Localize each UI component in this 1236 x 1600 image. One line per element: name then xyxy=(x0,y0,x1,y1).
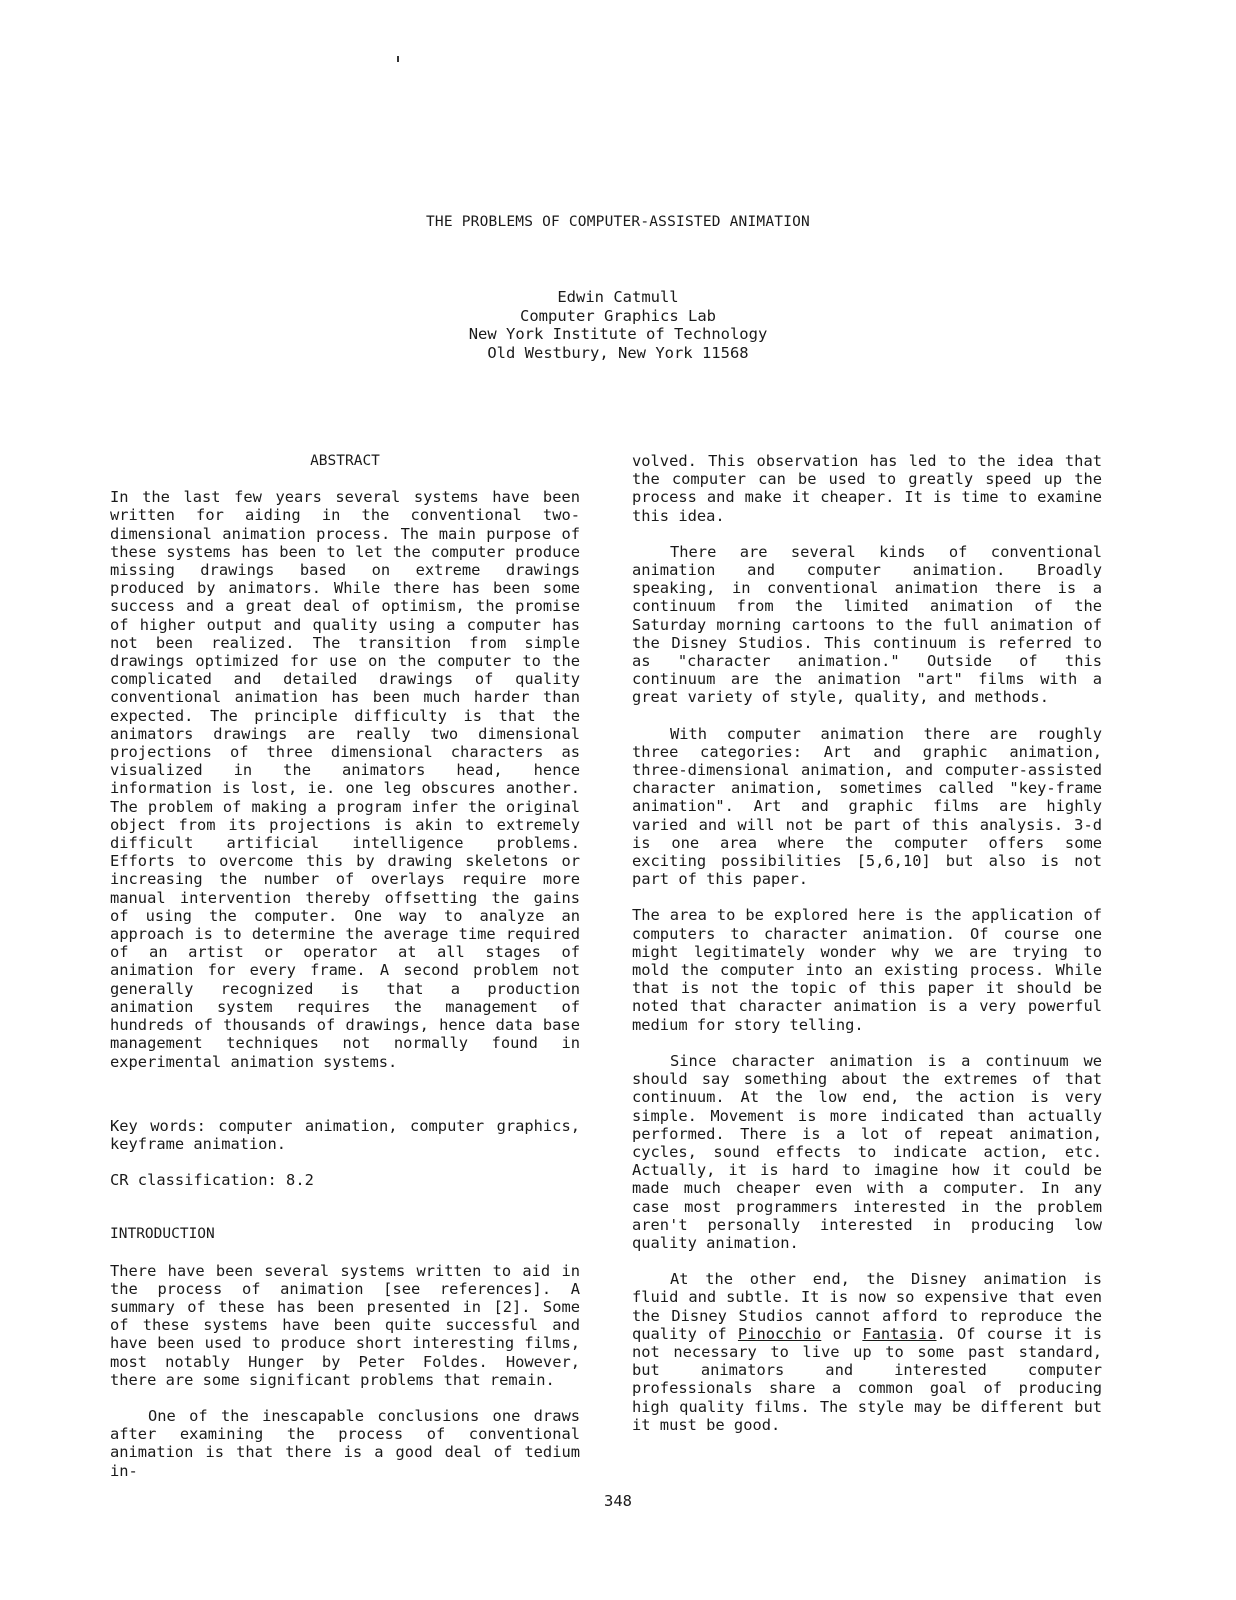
intro-paragraph-3: There are several kinds of conventional animation and computer animation. Broadly speaking, in conventional animation there is a continuum from the limited animation of the Saturday morning cartoons to the full animation of the Disney Studios. This continuum is referred to as "character animation." Outside of this continuum are the animation "art" films with a great variety of style, quality, and methods. xyxy=(632,542,1102,707)
intro-paragraph-1: There have been several systems written to aid in the process of animation [see references]. A summary of these has been presented in [2]. Some of these systems have been quite successful and have been used to produce short interesting films, most notably Hunger by Peter Foldes. However, there are some significant problems that remain. xyxy=(110,1261,580,1389)
author-address: Old Westbury, New York 11568 xyxy=(487,343,749,362)
film-title-pinocchio: Pinocchio xyxy=(737,1324,822,1343)
intro-paragraph-5: The area to be explored here is the application of computers to character animation. Of course one might legitimately wonder why we are trying to mold the computer into an existing process. While that is not the topic of this paper it should be noted that character animation is a very powerful medium for story telling. xyxy=(632,906,1102,1034)
intro-paragraph-4: With computer animation there are roughly three categories: Art and graphic animation, three-dimensional animation, and computer-assisted character animation, sometimes called "key-frame animation". Art and graphic films are highly varied and will not be part of this analysis. 3-d is one area where the computer offers some exciting possibilities [5,6,10] but also is not part of this paper. xyxy=(632,724,1102,889)
intro-paragraph-6: Since character animation is a continuum we should say something about the extremes of that continuum. At the low end, the action is very simple. Movement is more indicated than actually performed. There is a lot of repeat animation, cycles, sound effects to indicate action, etc. Actually, it is hard to imagine how it could be made much cheaper even with a computer. In any case most programmers interested in the problem aren't personally interested in producing low quality animation. xyxy=(632,1051,1102,1252)
author-name: Edwin Catmull xyxy=(557,288,679,306)
para7-or: or xyxy=(821,1324,863,1343)
author-block xyxy=(0,288,1236,362)
author-institute: New York Institute of Technology xyxy=(468,325,768,343)
page-number: 348 xyxy=(604,1492,632,1510)
keywords: Key words: computer animation, computer graphics, keyframe animation. xyxy=(110,1116,580,1153)
introduction-heading: INTRODUCTION xyxy=(110,1226,215,1243)
author-lab: Computer Graphics Lab xyxy=(520,306,716,325)
para7-text-b: . Of course it is not necessary to live up to some past standard, but animators and interested computer professionals share a common goal of producing high quality films. The style may be different but it must be good. xyxy=(632,1324,1102,1434)
right-column xyxy=(632,452,1102,1434)
intro-paragraph-7 xyxy=(632,1270,1102,1434)
abstract-heading: ABSTRACT xyxy=(310,453,380,469)
para7-text-a: At the other end, the Disney animation is fluid and subtle. It is now so expensive that even the Disney Studios cannot afford to reproduce the quality of xyxy=(632,1270,1102,1343)
film-title-fantasia: Fantasia xyxy=(862,1324,937,1343)
intro-paragraph-2-start: One of the inescapable conclusions one draws after examining the process of conventional animation is that there is a good deal of tedium in- xyxy=(110,1406,580,1480)
intro-paragraph-2-end: volved. This observation has led to the idea that the computer can be used to greatly speed up the process and make it cheaper. It is time to examine this idea. xyxy=(632,452,1102,525)
stray-mark xyxy=(397,56,399,62)
paper-title: THE PROBLEMS OF COMPUTER-ASSISTED ANIMATION xyxy=(426,214,810,230)
abstract-text: In the last few years several systems have been written for aiding in the conventional two-dimensional animation process. The main purpose of these systems has been to let the computer produce missing drawings based on extreme drawings produced by animators. While there has been some success and a great deal of optimism, the promise of higher output and quality using a computer has not been realized. The transition from simple drawings optimized for use on the computer to the complicated and detailed drawings of quality conventional animation has been much harder than expected. The principle difficulty is that the animators drawings are really two dimensional projections of three dimensional characters as visualized in the animators head, hence information is lost, ie. one leg obscures another. The problem of making a program infer the original object from its projections is akin to extremely difficult artificial intelligence problems. Efforts to overcome this by drawing skeletons or increasing the number of overlays require more manual intervention thereby offsetting the gains of using the computer. One way to analyze an approach is to determine the average time required of an artist or operator at all stages of animation for every frame. A second problem not generally recognized is that a production animation system requires the management of hundreds of thousands of drawings, hence data base management techniques not normally found in experimental animation systems. xyxy=(110,488,580,1071)
left-column xyxy=(110,452,580,1480)
cr-classification: CR classification: 8.2 xyxy=(110,1171,314,1190)
